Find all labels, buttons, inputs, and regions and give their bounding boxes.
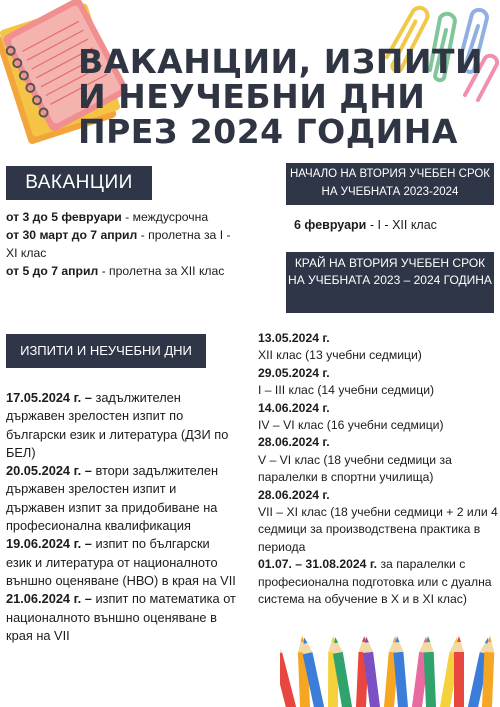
vacations-label: ВАКАНЦИИ: [6, 166, 152, 200]
term-start-label: НАЧАЛО НА ВТОРИЯ УЧЕБЕН СРОК НА УЧЕБНАТА 2023-2024: [286, 163, 494, 205]
vacation-item: от 5 до 7 април - пролетна за XII клас: [6, 264, 225, 278]
term-end-list: [258, 330, 498, 609]
pencils-illustration: [280, 630, 500, 707]
exams-label: ИЗПИТИ И НЕУЧЕБНИ ДНИ: [6, 334, 206, 368]
term-end-item: 13.05.2024 г. XII клас (13 учебни седмици): [258, 331, 422, 363]
title-line-3: ПРЕЗ 2024 ГОДИНА: [78, 112, 458, 151]
term-end-item: 28.06.2024 г. V – VI клас (18 учебни седмици за паралелки в спортни училища): [258, 435, 452, 485]
exam-item: 21.06.2024 г. – изпит по математика от националното външно оценяване в края на VII: [6, 591, 236, 643]
term-end-item: 29.05.2024 г. I – III клас (14 учебни седмици): [258, 365, 435, 398]
title-line-2: И НЕУЧЕБНИ ДНИ: [78, 77, 426, 116]
exam-item: 17.05.2024 г. – задължителен държавен зрелостен изпит по български език и литература (ДЗИ по БЕЛ): [6, 390, 229, 460]
exams-list: [6, 389, 238, 645]
term-start-item: 6 февруари - I - XII клас: [294, 218, 437, 232]
vacation-item: от 3 до 5 февруари - междусрочна: [6, 210, 209, 224]
term-end-item: 14.06.2024 г. IV – VI клас (16 учебни седмици): [258, 400, 444, 433]
term-end-item: 28.06.2024 г. VII – XI клас (18 учебни седмици + 2 или 4 седмици за производствена практика в периода: [258, 487, 498, 554]
exam-item: 19.06.2024 г. – изпит по български език и литература от националното външно оценяване (НВО) в края на VII: [6, 536, 236, 588]
pencil-icon: [280, 637, 297, 707]
title-line-1: ВАКАНЦИИ, ИЗПИТИ: [78, 42, 484, 81]
vacation-item: от 30 март до 7 април - пролетна за I - XI клас: [6, 228, 231, 260]
page-title: [78, 44, 498, 149]
exam-item: 20.05.2024 г. – втори задължителен държавен зрелостен изпит и държавен изпит за придобиване на професионална квалификация: [6, 463, 219, 534]
term-end-label: КРАЙ НА ВТОРИЯ УЧЕБЕН СРОК НА УЧЕБНАТА 2023 – 2024 ГОДИНА: [286, 252, 494, 313]
term-end-item: 01.07. – 31.08.2024 г. за паралелки с професионална подготовка или с дуална система на обучение в X и в XI клас): [258, 557, 492, 607]
vacations-list: [6, 208, 236, 280]
